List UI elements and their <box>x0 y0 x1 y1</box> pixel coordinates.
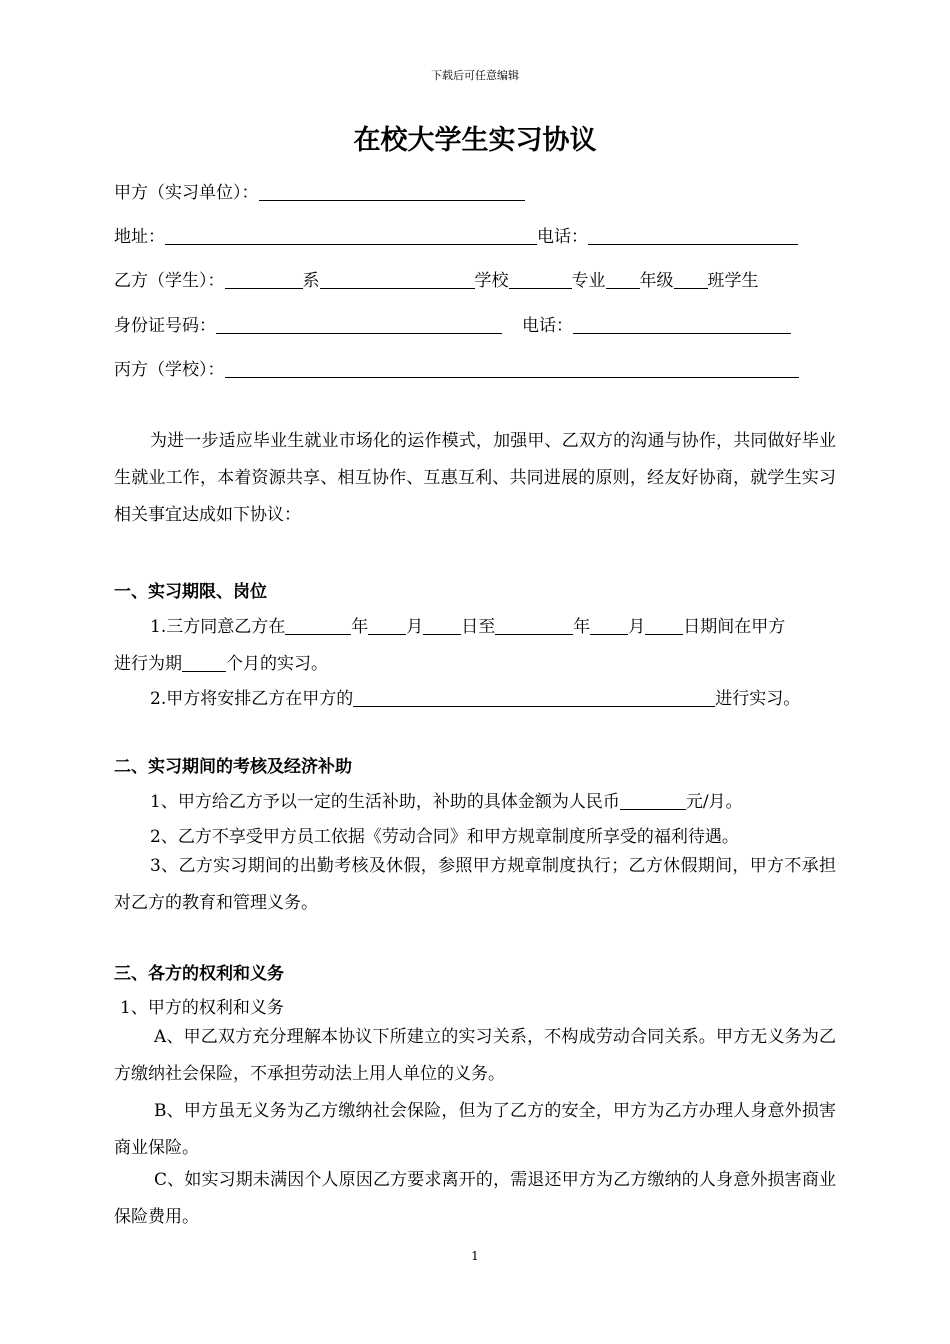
end-year-blank[interactable] <box>495 620 573 635</box>
party-b-row <box>114 266 759 291</box>
duration-months-blank[interactable] <box>182 657 226 672</box>
class-blank[interactable] <box>674 274 708 289</box>
s2-item1-prefix: 1、甲方给乙方予以一定的生活补助，补助的具体金额为人民币 <box>150 792 620 812</box>
section2-item2: 2、乙方不享受甲方员工依据《劳动合同》和甲方规章制度所享受的福利待遇。 <box>150 827 739 847</box>
s1-item2-prefix: 2.甲方将安排乙方在甲方的 <box>150 689 354 709</box>
page-title: 在校大学生实习协议 <box>353 125 597 156</box>
start-month-blank[interactable] <box>368 620 406 635</box>
end-month-blank[interactable] <box>590 620 628 635</box>
section1-item1 <box>150 612 785 637</box>
section3-sub1: 1、甲方的权利和义务 <box>120 998 284 1018</box>
s1-month-label: 月 <box>406 617 424 637</box>
dept-label: 系 <box>302 271 320 291</box>
address-phone-label: 电话： <box>537 227 588 247</box>
address-label: 地址： <box>114 227 165 247</box>
id-phone-label: 电话： <box>522 316 573 336</box>
grade-label: 年级 <box>639 271 674 291</box>
start-day-blank[interactable] <box>423 620 461 635</box>
party-a-row <box>114 178 525 203</box>
class-student-label: 班学生 <box>707 271 759 291</box>
section3-b: B、甲方虽无义务为乙方缴纳社会保险，但为了乙方的安全，甲方为乙方办理人身意外损害商业保险。 <box>114 1101 836 1158</box>
section1-heading: 一、实习期限、岗位 <box>114 582 267 602</box>
header-note: 下载后可任意编辑 <box>431 69 519 82</box>
id-number-blank[interactable] <box>216 319 502 334</box>
s1-year-label: 年 <box>351 617 369 637</box>
major-blank[interactable] <box>509 274 572 289</box>
section3-a: A、甲乙双方充分理解本协议下所建立的实习关系，不构成劳动合同关系。甲方无义务为乙方缴纳社会保险，不承担劳动法上用人单位的义务。 <box>114 1027 836 1084</box>
party-a-label: 甲方（实习单位）： <box>114 183 259 203</box>
section1-item2 <box>150 684 800 709</box>
s2-item1-suffix: 元/月。 <box>685 792 743 812</box>
id-number-label: 身份证号码： <box>114 316 216 336</box>
position-blank[interactable] <box>353 692 715 707</box>
address-phone-blank[interactable] <box>588 230 798 245</box>
s1-day-to-label: 日至 <box>461 617 496 637</box>
end-day-blank[interactable] <box>645 620 683 635</box>
section1-item1-cont <box>114 649 328 674</box>
allowance-blank[interactable] <box>620 795 686 810</box>
address-blank[interactable] <box>165 230 537 245</box>
s1-duration-prefix: 进行为期 <box>114 654 182 674</box>
intro-paragraph: 为进一步适应毕业生就业市场化的运作模式，加强甲、乙双方的沟通与协作，共同做好毕业生就业工作，本着资源共享、相互协作、互惠互利、共同进展的原则，经友好协商，就学生实习相关事宜达成如下协议： <box>114 431 836 525</box>
party-a-blank[interactable] <box>259 186 525 201</box>
s1-day-during-label: 日期间在甲方 <box>683 617 786 637</box>
section3-c: C、如实习期未满因个人原因乙方要求离开的，需退还甲方为乙方缴纳的人身意外损害商业保险费用。 <box>114 1170 836 1227</box>
section2-item3: 3、乙方实习期间的出勤考核及休假，参照甲方规章制度执行；乙方休假期间，甲方不承担对乙方的教育和管理义务。 <box>114 856 836 913</box>
section2-item1 <box>150 787 743 812</box>
party-c-label: 丙方（学校）： <box>114 360 225 380</box>
major-label: 专业 <box>571 271 606 291</box>
address-row <box>114 222 798 247</box>
section3-heading: 三、各方的权利和义务 <box>114 964 284 984</box>
id-row <box>114 311 791 336</box>
s1-duration-suffix: 个月的实习。 <box>226 654 328 674</box>
grade-blank[interactable] <box>606 274 640 289</box>
party-c-blank[interactable] <box>225 363 799 378</box>
s1-item1-prefix: 1.三方同意乙方在 <box>150 617 286 637</box>
section2-heading: 二、实习期间的考核及经济补助 <box>114 757 352 777</box>
school-blank[interactable] <box>320 274 475 289</box>
start-year-blank[interactable] <box>285 620 351 635</box>
party-c-row <box>114 355 799 380</box>
id-phone-blank[interactable] <box>573 319 791 334</box>
s1-item2-suffix: 进行实习。 <box>715 689 801 709</box>
s1-end-year-label: 年 <box>573 617 591 637</box>
dept-blank[interactable] <box>225 274 303 289</box>
s1-end-month-label: 月 <box>628 617 646 637</box>
page-number: 1 <box>471 1249 479 1263</box>
school-label: 学校 <box>474 271 509 291</box>
party-b-label: 乙方（学生）： <box>114 271 225 291</box>
